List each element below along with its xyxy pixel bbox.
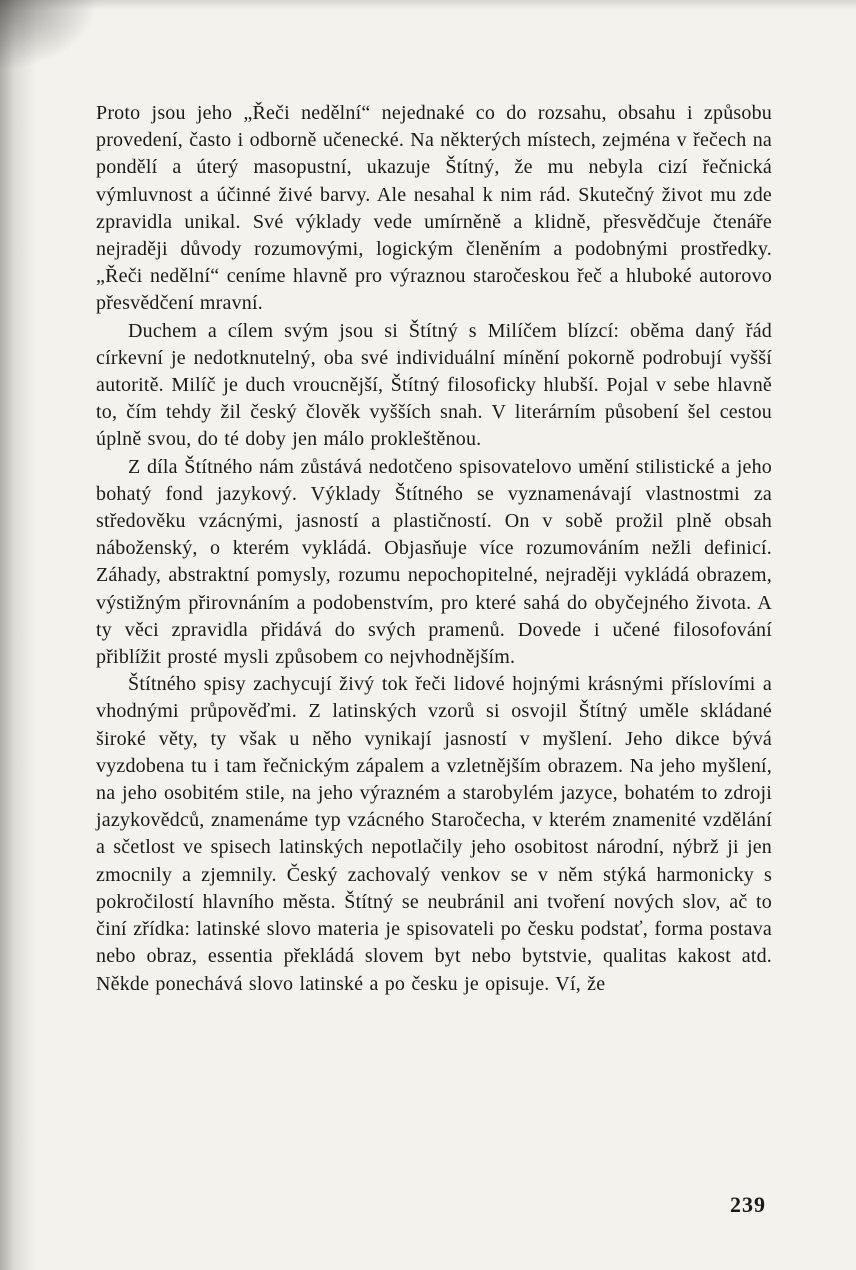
paragraph: Z díla Štítného nám zůstává nedotčeno spisovatelovo umění stilistické a jeho bohatý fond jazykový. Výklady Štítného se vyznamenávají vlastnostmi za středověku vzácnými, jasností a plastičností. On v sobě prožil plně obsah náboženský, o kterém vykládá. Objasňuje více rozumováním nežli definicí. Záhady, abstraktní pomysly, rozumu nepochopitelné, nejraději vykládá obrazem, výstižným přirovnáním a podobenstvím, pro které sahá do obyčejného života. A ty věci zpravidla přidává do svých pramenů. Dovede i učené filosofování přiblížit prosté mysli způsobem co nejvhodnějším.: [96, 455, 772, 669]
scan-top-shadow: [0, 0, 856, 10]
page-text: [96, 100, 772, 998]
scan-edge-shadow: [0, 0, 36, 1270]
paragraph: Proto jsou jeho „Řeči nedělní“ nejednaké co do rozsahu, obsahu i způsobu provedení, často i odborně učenecké. Na některých místech, zejména v řečech na pondělí a úterý masopustní, ukazuje Štítný, že mu nebyla cizí řečnická výmluvnost a účinné živé barvy. Ale nesahal k nim rád. Skutečný život mu zde zpravidla unikal. Své výklady vede umírněně a klidně, přesvědčuje čtenáře nejraději důvody rozumovými, logickým členěním a podobnými prostředky. „Řeči nedělní“ ceníme hlavně pro výraznou staročeskou řeč a hluboké autorovo přesvědčení mravní.: [96, 102, 772, 315]
paragraph: Štítného spisy zachycují živý tok řeči lidové hojnými krásnými příslovími a vhodnými průpověďmi. Z latinských vzorů si osvojil Štítný uměle skládané široké věty, ty však u něho vynikají jasností v myšlení. Jeho dikce bývá vyzdobena tu i tam řečnickým zápalem a vzletnějším obrazem. Na jeho myšlení, na jeho osobitém stile, na jeho výrazném a starobylém jazyce, bohatém to zdroji jazykovědců, znamenáme typ vzácného Staročecha, v kterém znamenité vzdělání a sčetlost ve spisech latinských nepotlačily jeho osobitost národní, nýbrž ji jen zmocnily a zjemnily. Český zachovalý venkov se v něm stýká harmonicky s pokročilostí hlavního města. Štítný se neubránil ani tvoření nových slov, ač to činí zřídka: latinské slovo materia je spisovateli po česku podstať, forma postava nebo obraz, essentia překládá slovem byt nebo bytstvie, qualitas kakost atd. Někde ponechává slovo latinské a po česku je opisuje. Ví, že: [96, 673, 772, 995]
paragraph: Duchem a cílem svým jsou si Štítný s Milíčem blízcí: oběma daný řád církevní je nedotknutelný, oba své individuální mínění pokorně podrobují vyšší autoritě. Milíč je duch vroucnější, Štítný filosoficky hlubší. Pojal v sebe hlavně to, čím tehdy žil český člověk vyšších snah. V literárním působení šel cestou úplně svou, do té doby jen málo prokleštěnou.: [96, 319, 772, 451]
page-number: 239: [730, 1192, 766, 1217]
scan-corner-shadow: [0, 0, 140, 100]
